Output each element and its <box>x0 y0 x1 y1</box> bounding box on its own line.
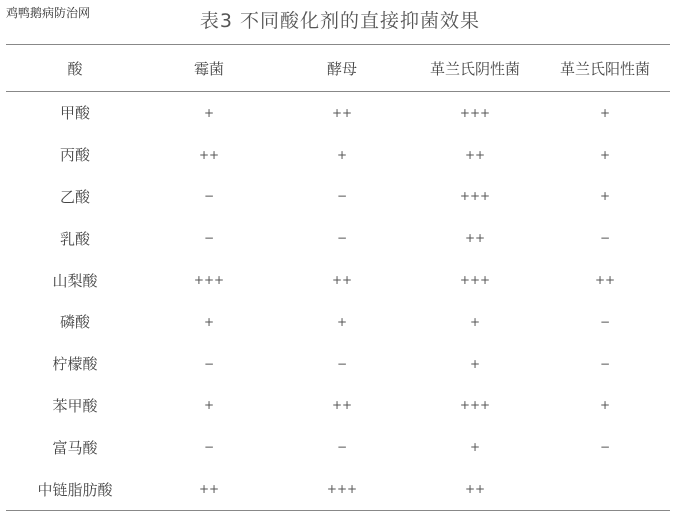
header-yeast: 酵母 <box>274 45 410 92</box>
mold-value: ++ <box>144 468 274 510</box>
gram-positive-value: + <box>599 105 611 120</box>
gram-positive-value: − <box>599 314 611 329</box>
gram-negative-value: + <box>469 440 481 455</box>
gram-negative-value: +++ <box>459 189 491 204</box>
acid-name: 磷酸 <box>59 313 90 332</box>
mold-value: + <box>203 314 215 329</box>
mold-value: +++ <box>193 273 225 288</box>
table-row <box>6 426 670 468</box>
mold-value: + <box>203 398 215 413</box>
acid-name: 苯甲酸 <box>52 396 98 415</box>
gram-negative-value: + <box>469 314 481 329</box>
table-row <box>6 134 670 176</box>
acid-name: 丙酸 <box>59 146 90 165</box>
yeast-value: + <box>336 147 348 162</box>
table-title: 表3 不同酸化剂的直接抑菌效果 <box>199 10 481 32</box>
gram-positive-value: + <box>599 147 611 162</box>
gram-negative-value: ++ <box>464 147 486 162</box>
gram-negative-value: +++ <box>459 105 491 120</box>
mold-value: + <box>203 105 215 120</box>
yeast-value: − <box>336 189 348 204</box>
gram-positive-value: ++ <box>594 273 616 288</box>
gram-negative-value: +++ <box>459 273 491 288</box>
acid-name: 柠檬酸 <box>52 355 98 374</box>
yeast-value: ++ <box>331 398 353 413</box>
gram-negative-value: +++ <box>459 398 491 413</box>
yeast-value: − <box>336 440 348 455</box>
yeast-value: ++ <box>331 105 353 120</box>
yeast-value: ++ <box>331 273 353 288</box>
acid-name: 富马酸 <box>52 438 98 457</box>
gram-positive-value: + <box>599 189 611 204</box>
gram-negative-value: + <box>469 356 481 371</box>
mold-value: − <box>203 356 215 371</box>
acid-name: 中链脂肪酸 <box>6 468 144 510</box>
mold-value: − <box>203 231 215 246</box>
table-row <box>6 92 670 134</box>
acid-name: 乳酸 <box>59 229 90 248</box>
table-row <box>6 343 670 385</box>
header-row <box>6 45 670 92</box>
table-row <box>6 176 670 218</box>
watermark: 鸡鸭鹅病防治网 <box>6 6 91 20</box>
yeast-value: + <box>336 314 348 329</box>
table-row <box>6 259 670 301</box>
acid-name: 山梨酸 <box>52 271 98 290</box>
gram-positive-value <box>540 468 670 510</box>
mold-value: − <box>203 189 215 204</box>
gram-negative-value: ++ <box>410 468 540 510</box>
acid-name: 乙酸 <box>59 187 90 206</box>
mold-value: ++ <box>198 147 220 162</box>
table-row <box>6 217 670 259</box>
header-mold: 霉菌 <box>144 45 274 92</box>
gram-positive-value: − <box>599 231 611 246</box>
header-gram-positive: 革兰氏阳性菌 <box>540 45 670 92</box>
mold-value: − <box>203 440 215 455</box>
gram-positive-value: − <box>599 356 611 371</box>
acid-name: 甲酸 <box>59 104 90 123</box>
gram-positive-value: + <box>599 398 611 413</box>
gram-positive-value: − <box>599 440 611 455</box>
table-row <box>6 468 670 510</box>
yeast-value: − <box>336 231 348 246</box>
table-row <box>6 385 670 427</box>
yeast-value: − <box>336 356 348 371</box>
table-row <box>6 301 670 343</box>
acidifier-table <box>6 44 670 511</box>
header-gram-negative: 革兰氏阴性菌 <box>410 45 540 92</box>
yeast-value: +++ <box>274 468 410 510</box>
header-acid: 酸 <box>6 45 144 92</box>
gram-negative-value: ++ <box>464 231 486 246</box>
